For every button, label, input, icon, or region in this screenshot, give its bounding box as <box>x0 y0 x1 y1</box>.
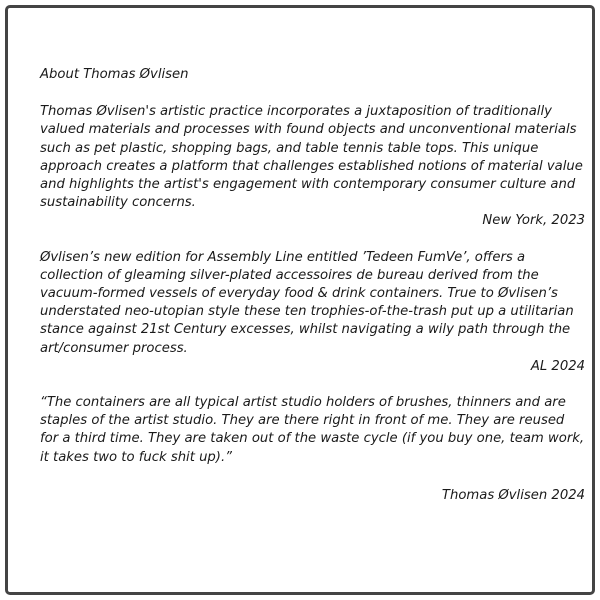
quote-spacer <box>40 467 585 487</box>
section-spacer <box>40 376 585 394</box>
artist-statement-paragraph: Thomas Øvlisen's artistic practice incorporates a juxtaposition of traditionally valued materials and processes with found objects and unconventional materials such as pet plastic, shopping bags, and table tennis table tops. This unique approach creates a platform that challenges established notions of material value and highlights the artist's engagement with contemporary consumer culture and sustainability concerns. <box>40 104 583 211</box>
page-title: About Thomas Øvlisen <box>40 67 189 82</box>
artist-statement-signature: New York, 2023 <box>482 213 585 229</box>
edition-description-paragraph: Øvlisen’s new edition for Assembly Line entitled ’Tedeen FumVe’, offers a collection of gleaming silver-plated accessoires de bureau derived from the vacuum-formed vessels of everyday food & drink containers. True to Øvlisen’s understated neo-utopian style these ten trophies-of-the-trash put up a utilitarian stance against 21st Century excesses, whilst navigating a wily path through the art/consumer process. <box>40 249 574 356</box>
artist-quote-paragraph: “The containers are all typical artist studio holders of brushes, thinners and are staples of the artist studio. They are there right in front of me. They are reused for a third time. They are taken out of the waste cycle (if you buy one, team work, it takes two to fuck shit up).” <box>40 395 585 465</box>
section-spacer <box>40 231 585 249</box>
edition-description-signature: AL 2024 <box>530 358 585 374</box>
text-panel-frame <box>5 5 595 595</box>
about-text-block <box>40 66 585 505</box>
artist-quote-signature: Thomas Øvlisen 2024 <box>441 487 585 503</box>
